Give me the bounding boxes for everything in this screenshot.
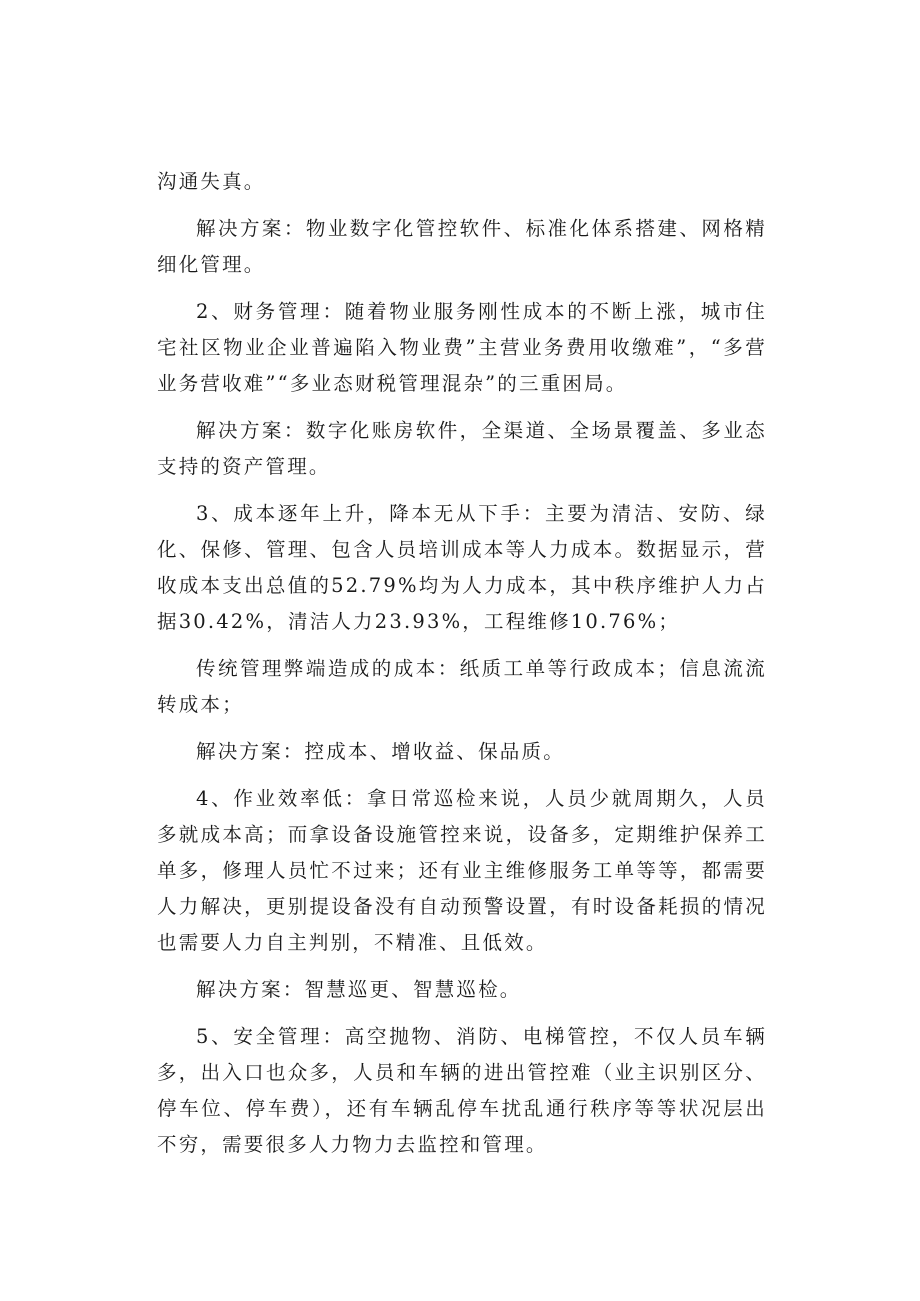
paragraph-efficiency: 4、作业效率低：拿日常巡检来说，人员少就周期久，人员多就成本高；而拿设备设施管控来说，设备多，定期维护保养工单多，修理人员忙不过来；还有业主维修服务工单等等，都需要人力解决，更别提设备没有自动预警设置，有时设备耗损的情况也需要人力自主判别，不精准、且低效。: [157, 787, 767, 954]
paragraph-solution-4: 解决方案：智慧巡更、智慧巡检。: [196, 978, 522, 1001]
paragraph-traditional-cost: 传统管理弊端造成的成本：纸质工单等行政成本；信息流流转成本；: [157, 657, 767, 716]
paragraph-solution-2: 解决方案：数字化账房软件，全渠道、全场景覆盖、多业态支持的资产管理。: [157, 419, 767, 478]
paragraph-cost-rising: 3、成本逐年上升，降本无从下手：主要为清洁、安防、绿化、保修、管理、包含人员培训成本等人力成本。数据显示，营收成本支出总值的52.79%均为人力成本，其中秩序维护人力占据30.42%，清洁人力23.93%，工程维修10.76%；: [157, 502, 767, 633]
paragraph-financial-management: 2、财务管理：随着物业服务刚性成本的不断上涨，城市住宅社区物业企业普遍陷入物业费”主营业务费用收缴难”，“多营业务营收难”“多业态财税管理混杂”的三重困局。: [157, 300, 767, 395]
document-body: [157, 164, 767, 1174]
paragraph-continuation: 沟通失真。: [157, 170, 266, 193]
paragraph-solution-3: 解决方案：控成本、增收益、保品质。: [196, 740, 565, 763]
paragraph-security: 5、安全管理：高空抛物、消防、电梯管控，不仅人员车辆多，出入口也众多，人员和车辆的进出管控难（业主识别区分、停车位、停车费），还有车辆乱停车扰乱通行秩序等等状况层出不穷，需要很多人力物力去监控和管理。: [157, 1025, 767, 1156]
paragraph-solution-1: 解决方案：物业数字化管控软件、标准化体系搭建、网格精细化管理。: [157, 217, 767, 276]
